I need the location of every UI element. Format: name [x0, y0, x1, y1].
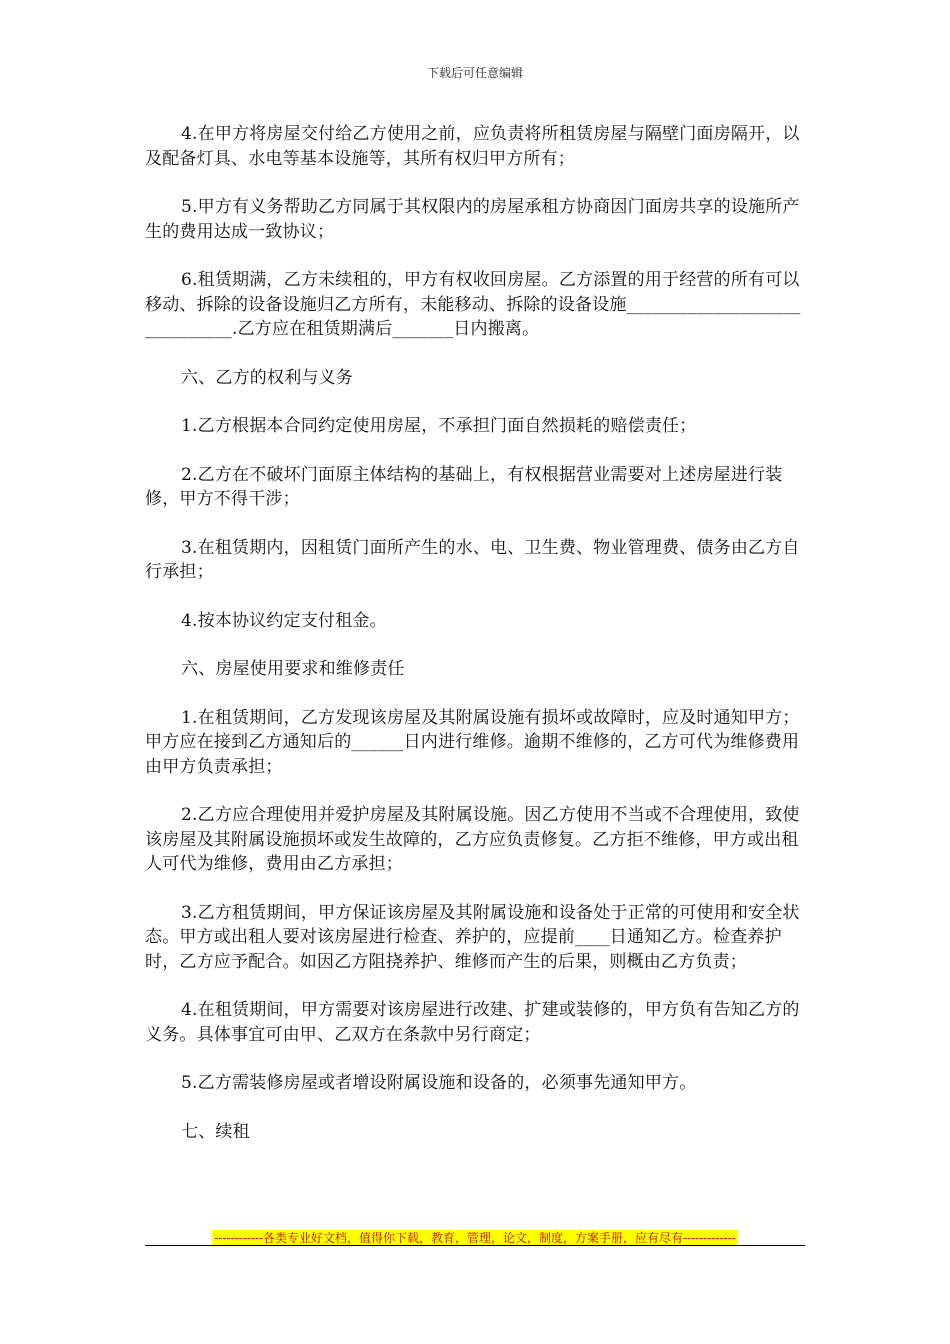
paragraph: 1.乙方根据本合同约定使用房屋，不承担门面自然损耗的赔偿责任； — [181, 416, 697, 436]
paragraph: 6.租赁期满，乙方未续租的，甲方有权收回房屋。乙方添置的用于经营的所有可以移动、拆除的设备设施归乙方所有，未能移动、拆除的设备设施______________________________.乙方应在租赁期满后_______日内搬离。 — [145, 270, 801, 339]
paragraph: 2.乙方在不破坏门面原主体结构的基础上，有权根据营业需要对上述房屋进行装修，甲方不得干涉； — [145, 464, 783, 509]
paragraph: 2.乙方应合理使用并爱护房屋及其附属设施。因乙方使用不当或不合理使用，致使该房屋及其附属设施损坏或发生故障的，乙方应负责修复。乙方拒不维修，甲方或出租人可代为维修，费用由乙方承担； — [145, 805, 800, 874]
paragraph: 3.乙方租赁期间，甲方保证该房屋及其附属设施和设备处于正常的可使用和安全状态。甲方或出租人要对该房屋进行检查、养护的，应提前____日通知乙方。检查养护时，乙方应予配合。如因乙方阻挠养护、维修而产生的后果，则概由乙方负责； — [145, 902, 800, 972]
paragraph: 1.在租赁期间，乙方发现该房屋及其附属设施有损坏或故障时，应及时通知甲方；甲方应在接到乙方通知后的______日内进行维修。逾期不维修的，乙方可代为维修费用由甲方负责承担； — [145, 707, 800, 777]
section-heading: 六、乙方的权利与义务 — [181, 367, 353, 388]
section-heading: 六、房屋使用要求和维修责任 — [181, 659, 405, 679]
paragraph: 5.甲方有义务帮助乙方同属于其权限内的房屋承租方协商因门面房共享的设施所产生的费用达成一致协议； — [145, 197, 800, 242]
paragraph: 4.在甲方将房屋交付给乙方使用之前，应负责将所租赁房屋与隔壁门面房隔开，以及配备灯具、水电等基本设施等，其所有权归甲方所有； — [145, 124, 800, 169]
section-heading: 七、续租 — [181, 1121, 250, 1142]
page-header: 下载后可任意编辑 — [426, 66, 523, 80]
footer-divider — [145, 1245, 805, 1246]
paragraph: 5.乙方需装修房屋或者增设附属设施和设备的，必须事先通知甲方。 — [181, 1073, 697, 1093]
paragraph: 4.在租赁期间，甲方需要对该房屋进行改建、扩建或装修的，甲方负有告知乙方的义务。具体事宜可由甲、乙双方在条款中另行商定； — [145, 1000, 800, 1045]
footer-banner-text: ------------各类专业好文档，值得你下载，教育，管理，论文，制度，方案手册，应有尽有------------- — [214, 1231, 736, 1245]
document-body — [145, 122, 805, 1168]
paragraph: 4.按本协议约定支付租金。 — [181, 610, 387, 631]
footer-banner — [0, 1227, 950, 1246]
paragraph: 3.在租赁期内，因租赁门面所产生的水、电、卫生费、物业管理费、债务由乙方自行承担； — [145, 537, 800, 582]
